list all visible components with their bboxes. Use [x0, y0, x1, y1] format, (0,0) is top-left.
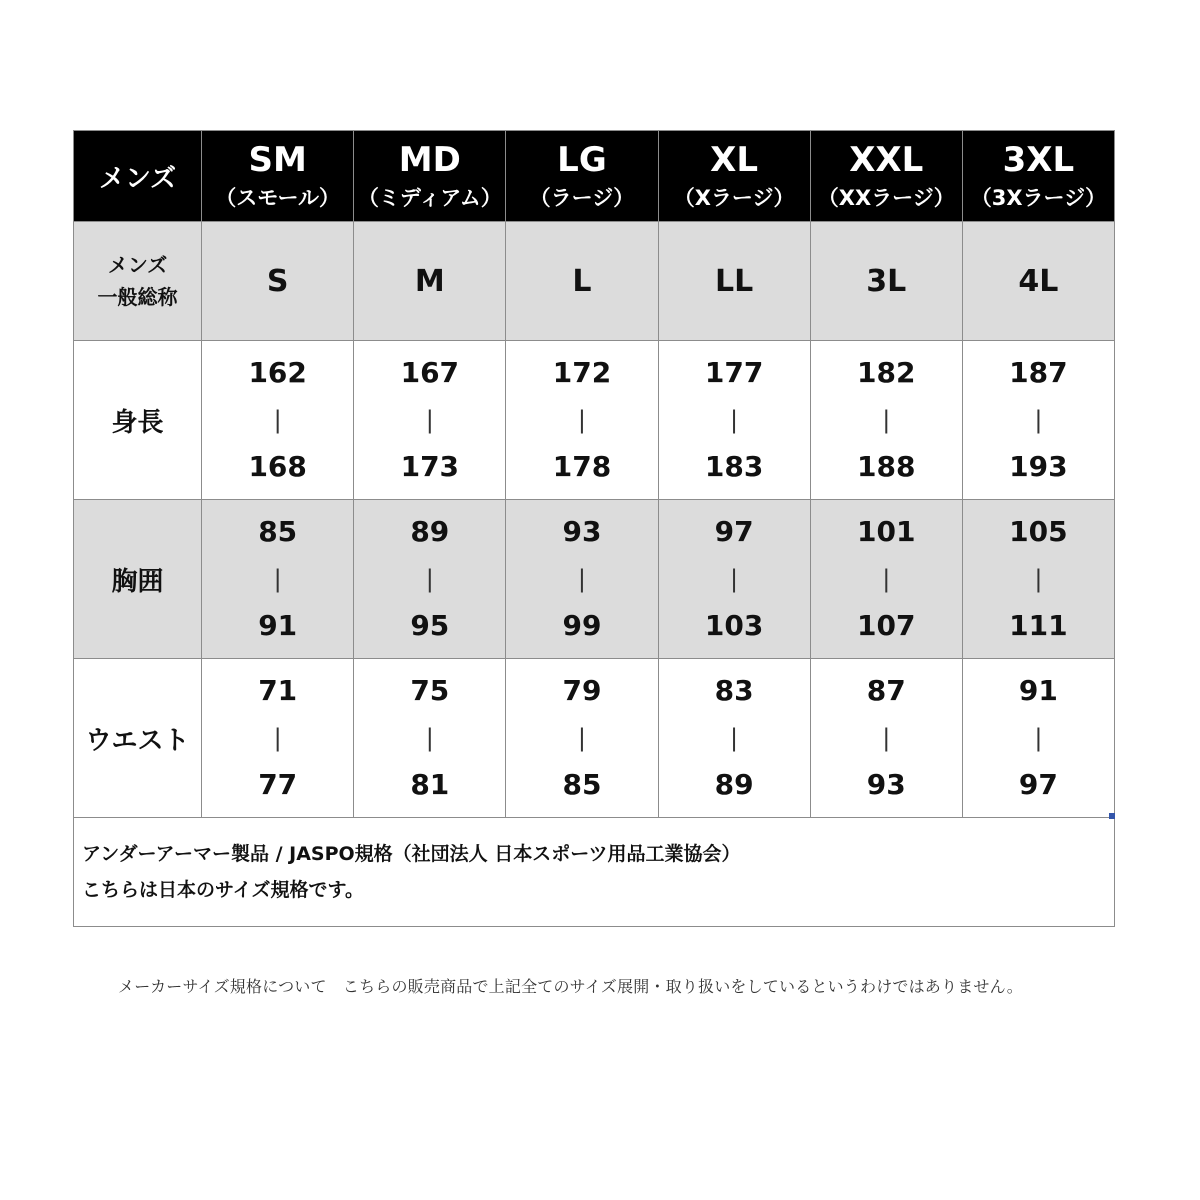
range-min: 101 [857, 515, 916, 548]
waist-label: ウエスト [74, 659, 202, 818]
height-range-cell [810, 341, 962, 500]
size-code: XXL [849, 140, 924, 180]
range-max: 93 [866, 768, 906, 801]
range-separator: | [882, 565, 891, 593]
waist-range-cell [506, 659, 658, 818]
range-min: 75 [410, 674, 450, 707]
header-size-3xl [962, 131, 1114, 222]
general-size-label-line2: 一般総称 [97, 285, 178, 309]
size-code: LG [557, 140, 607, 180]
range-min: 83 [714, 674, 754, 707]
height-range-cell [962, 341, 1114, 500]
range-min: 187 [1009, 356, 1068, 389]
range-min: 182 [857, 356, 916, 389]
range-min: 91 [1018, 674, 1058, 707]
waist-range-cell [810, 659, 962, 818]
general-size-row [74, 222, 1115, 341]
range-separator: | [273, 565, 282, 593]
range-separator: | [882, 724, 891, 752]
general-size-value: 3L [810, 222, 962, 341]
range-separator: | [577, 565, 586, 593]
range-separator: | [425, 724, 434, 752]
general-size-value: S [202, 222, 354, 341]
size-disclaimer: メーカーサイズ規格について こちらの販売商品で上記全てのサイズ展開・取り扱いをしているというわけではありません。 [118, 977, 1023, 996]
range-min: 79 [562, 674, 602, 707]
range-max: 188 [857, 450, 916, 483]
chest-range-cell [962, 500, 1114, 659]
chest-range-cell [202, 500, 354, 659]
range-min: 162 [248, 356, 307, 389]
table-resize-handle-mark [1109, 813, 1115, 819]
height-range-cell [658, 341, 810, 500]
range-min: 177 [704, 356, 764, 389]
header-size-xxl [810, 131, 962, 222]
size-name: （XXラージ） [817, 186, 955, 210]
range-min: 89 [410, 515, 450, 548]
range-separator: | [425, 406, 434, 434]
height-label: 身長 [74, 341, 202, 500]
header-size-sm [202, 131, 354, 222]
general-size-value: 4L [962, 222, 1114, 341]
height-range-cell [202, 341, 354, 500]
header-size-xl [658, 131, 810, 222]
header-size-md [354, 131, 506, 222]
range-separator: | [1034, 406, 1043, 434]
range-max: 183 [704, 450, 764, 483]
general-size-label [74, 222, 202, 341]
range-max: 95 [410, 609, 450, 642]
size-name: （スモール） [215, 186, 341, 210]
range-separator: | [882, 406, 891, 434]
header-size-lg [506, 131, 658, 222]
range-max: 193 [1009, 450, 1068, 483]
range-max: 103 [704, 609, 764, 642]
size-code: 3XL [1002, 140, 1075, 180]
waist-range-cell [658, 659, 810, 818]
range-separator: | [273, 724, 282, 752]
range-max: 178 [552, 450, 612, 483]
height-range-cell [506, 341, 658, 500]
range-max: 77 [258, 768, 298, 801]
height-row [74, 341, 1115, 500]
range-max: 89 [714, 768, 754, 801]
standard-note [74, 818, 1115, 927]
range-separator: | [577, 724, 586, 752]
general-size-value: LL [658, 222, 810, 341]
standard-note-line2: こちらは日本のサイズ規格です。 [82, 879, 364, 901]
chest-range-cell [810, 500, 962, 659]
range-min: 85 [258, 515, 298, 548]
chest-range-cell [658, 500, 810, 659]
range-max: 97 [1018, 768, 1058, 801]
general-size-label-line1: メンズ [107, 253, 168, 277]
range-min: 87 [866, 674, 906, 707]
range-min: 105 [1009, 515, 1068, 548]
range-max: 107 [857, 609, 916, 642]
range-max: 168 [248, 450, 307, 483]
range-min: 71 [258, 674, 298, 707]
general-size-value: M [354, 222, 506, 341]
size-chart-table [73, 130, 1115, 927]
range-separator: | [273, 406, 282, 434]
header-corner-label: メンズ [74, 131, 202, 222]
range-separator: | [1034, 565, 1043, 593]
range-max: 99 [562, 609, 602, 642]
size-name: （Xラージ） [673, 186, 795, 210]
size-code: SM [248, 140, 307, 180]
standard-note-line1: アンダーアーマー製品 / JASPO規格（社団法人 日本スポーツ用品工業協会） [82, 843, 741, 865]
chest-range-cell [354, 500, 506, 659]
range-separator: | [577, 406, 586, 434]
general-size-value: L [506, 222, 658, 341]
size-name: （ミディアム） [357, 186, 502, 210]
chest-row [74, 500, 1115, 659]
range-min: 97 [714, 515, 754, 548]
waist-row [74, 659, 1115, 818]
range-separator: | [730, 406, 739, 434]
range-separator: | [425, 565, 434, 593]
range-separator: | [1034, 724, 1043, 752]
range-max: 91 [258, 609, 298, 642]
size-name: （ラージ） [529, 186, 635, 210]
size-name: （3Xラージ） [970, 186, 1107, 210]
range-max: 173 [400, 450, 460, 483]
range-min: 167 [400, 356, 460, 389]
waist-range-cell [354, 659, 506, 818]
waist-range-cell [202, 659, 354, 818]
size-header-row [74, 131, 1115, 222]
chest-label: 胸囲 [74, 500, 202, 659]
range-max: 111 [1009, 609, 1068, 642]
note-row [74, 818, 1115, 927]
size-code: MD [398, 140, 461, 180]
waist-range-cell [962, 659, 1114, 818]
chest-range-cell [506, 500, 658, 659]
range-max: 81 [410, 768, 450, 801]
size-code: XL [710, 140, 759, 180]
range-min: 93 [562, 515, 602, 548]
height-range-cell [354, 341, 506, 500]
range-max: 85 [562, 768, 602, 801]
range-separator: | [730, 565, 739, 593]
range-separator: | [730, 724, 739, 752]
range-min: 172 [552, 356, 612, 389]
